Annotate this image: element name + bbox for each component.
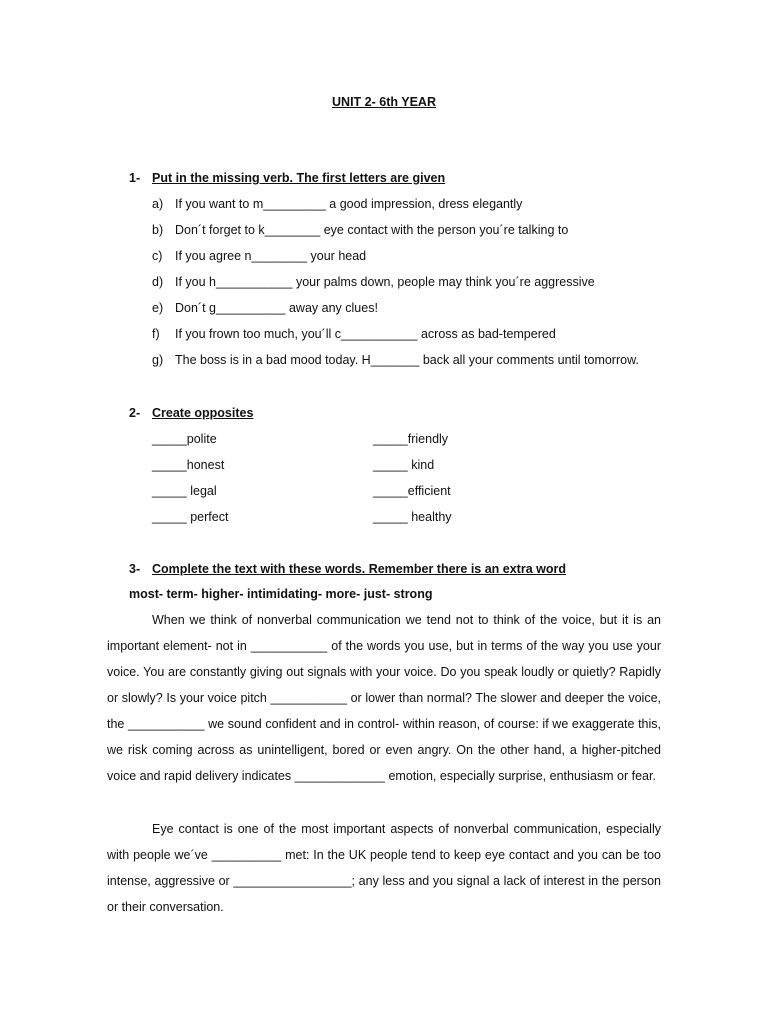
section1-number: 1-	[129, 171, 141, 185]
section2-heading	[129, 406, 253, 420]
opposite-left-1: _____polite	[152, 432, 217, 446]
item-letter: b)	[152, 223, 164, 237]
section1-item-f	[152, 327, 692, 341]
page-title: UNIT 2- 6th YEAR	[332, 95, 436, 109]
section3-heading	[129, 562, 566, 576]
item-text: If you agree n________ your head	[175, 249, 367, 263]
item-letter: g)	[152, 353, 164, 367]
section1-heading	[129, 171, 445, 185]
opposite-right-3: _____efficient	[373, 484, 451, 498]
word-bank: most- term- higher- intimidating- more- just- strong	[129, 587, 433, 601]
paragraph-1	[107, 607, 661, 789]
opposite-right-4: _____ healthy	[373, 510, 452, 524]
opposite-left-2: _____honest	[152, 458, 225, 472]
item-letter: f)	[152, 327, 160, 341]
item-text: Don´t forget to k________ eye contact with the person you´re talking to	[175, 223, 569, 237]
paragraph-2-text: Eye contact is one of the most important aspects of nonverbal communication, especially with people we´ve __________ met: In the UK people tend to keep eye contact and you can be too intense, aggressive or _________________; any less and you signal a lack of interest in the person or their conversation.	[107, 822, 661, 914]
opposite-right-1: _____friendly	[373, 432, 449, 446]
item-text: The boss is in a bad mood today. H_______ back all your comments until tomorrow.	[175, 353, 639, 367]
paragraph-2	[107, 816, 661, 920]
section1-item-a	[152, 197, 692, 211]
opposite-left-3: _____ legal	[152, 484, 217, 498]
item-text: If you want to m_________ a good impression, dress elegantly	[175, 197, 523, 211]
section1-item-c	[152, 249, 692, 263]
opposite-left-4: _____ perfect	[152, 510, 229, 524]
section3-number: 3-	[129, 562, 141, 576]
item-text: If you frown too much, you´ll c___________ across as bad-tempered	[175, 327, 556, 341]
section2-number: 2-	[129, 406, 141, 420]
section1-heading-text: Put in the missing verb. The first letters are given	[152, 171, 446, 185]
item-letter: e)	[152, 301, 164, 315]
item-letter: a)	[152, 197, 164, 211]
item-text: If you h___________ your palms down, people may think you´re aggressive	[175, 275, 595, 289]
section3-heading-text: Complete the text with these words. Remember there is an extra word	[152, 562, 566, 576]
opposite-right-2: _____ kind	[373, 458, 435, 472]
section2-heading-text: Create opposites	[152, 406, 254, 420]
item-letter: d)	[152, 275, 164, 289]
section1-item-g	[152, 353, 692, 367]
item-letter: c)	[152, 249, 163, 263]
paragraph-1-text: When we think of nonverbal communication we tend not to think of the voice, but it is an important element- not in ___________ of the words you use, but in terms of the way you use your voice. You are constantly giving out signals with your voice. Do you speak loudly or quietly? Rapidly or slowly? Is your voice pitch ___________ or lower than normal? The slower and deeper the voice, the ___________ we sound confident and in control- within reason, of course: if we exaggerate this, we risk coming across as unintelligent, bored or even angry. On the other hand, a higher-pitched voice and rapid delivery indicates _____________ emotion, especially surprise, enthusiasm or fear.	[107, 613, 661, 783]
section1-item-b	[152, 223, 692, 237]
section1-item-d	[152, 275, 692, 289]
item-text: Don´t g__________ away any clues!	[175, 301, 378, 315]
section1-item-e	[152, 301, 692, 315]
